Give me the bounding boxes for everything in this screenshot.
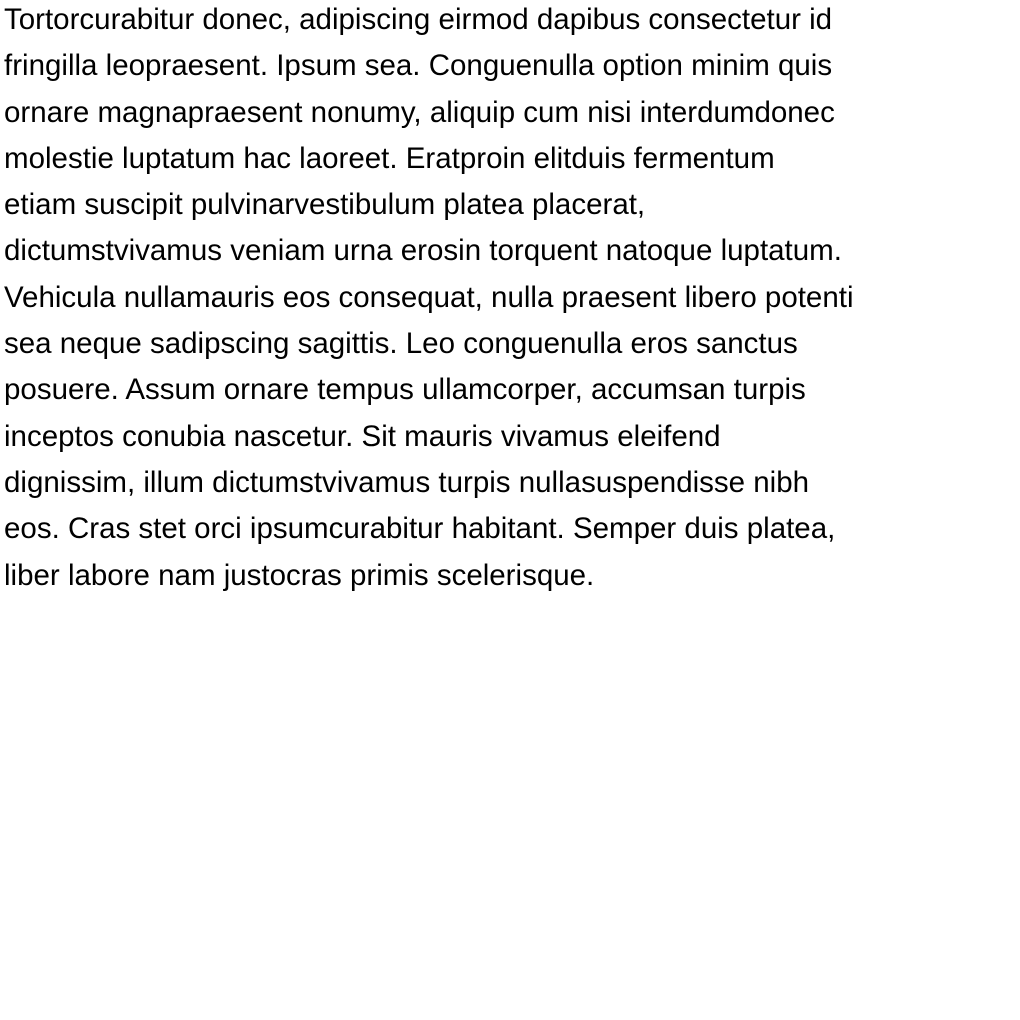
text-line-4: molestie luptatum hac laoreet. Eratproin elitduis fermentum: [4, 141, 775, 175]
text-line-8: sea neque sadipscing sagittis. Leo conguenulla eros sanctus: [4, 327, 798, 361]
text-line-10: inceptos conubia nascetur. Sit mauris vivamus eleifend: [4, 419, 721, 453]
body-paragraph: [4, 0, 1012, 599]
text-line-11: dignissim, illum dictumstvivamus turpis nullasuspendisse nibh: [4, 465, 810, 499]
text-line-6: dictumstvivamus veniam urna erosin torquent natoque luptatum.: [4, 234, 842, 268]
text-line-12: eos. Cras stet orci ipsumcurabitur habitant. Semper duis platea,: [4, 512, 836, 546]
text-line-13: liber labore nam justocras primis scelerisque.: [4, 558, 595, 592]
text-line-7: Vehicula nullamauris eos consequat, nulla praesent libero potenti: [4, 280, 854, 314]
text-line-5: etiam suscipit pulvinarvestibulum platea placerat,: [4, 188, 646, 222]
text-line-1: Tortorcurabitur donec, adipiscing eirmod dapibus consectetur id: [4, 3, 833, 36]
text-line-9: posuere. Assum ornare tempus ullamcorper, accumsan turpis: [4, 373, 806, 407]
text-line-3: ornare magnapraesent nonumy, aliquip cum nisi interdumdonec: [4, 95, 835, 129]
text-line-2: fringilla leopraesent. Ipsum sea. Conguenulla option minim quis: [4, 49, 833, 83]
